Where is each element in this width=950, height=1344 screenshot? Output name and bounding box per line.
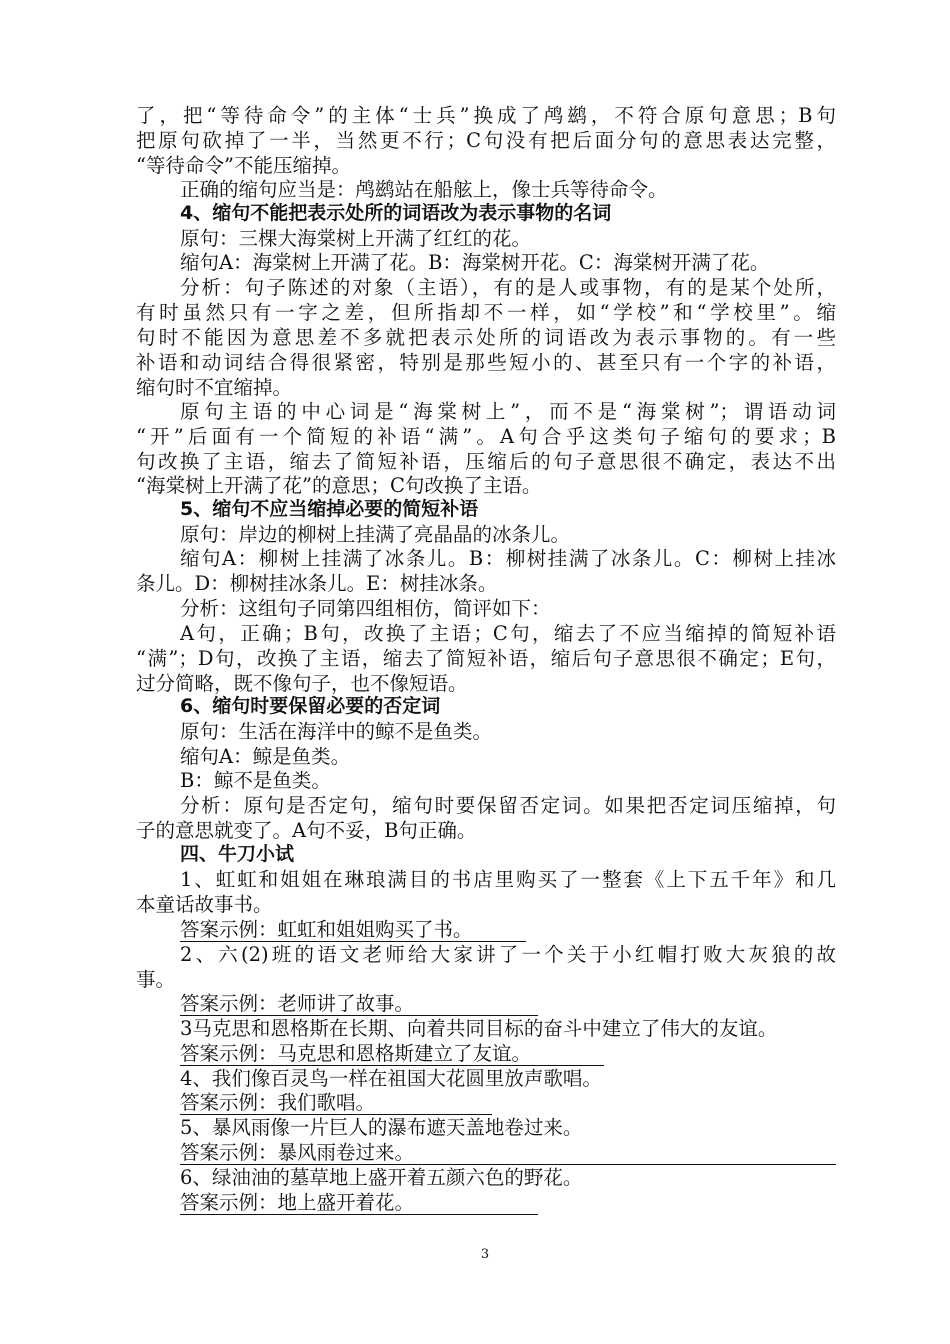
answer-example xyxy=(180,1090,836,1115)
answer-underline: 答案示例：虹虹和姐姐购买了书。 xyxy=(180,917,526,942)
exercise-question: 5、暴风雨像一片巨人的瀑布遮天盖地卷过来。 xyxy=(180,1116,583,1139)
section-heading: 5、缩句不应当缩掉必要的简短补语 xyxy=(180,498,479,520)
exercise-question: 1、虹虹和姐姐在琳琅满目的书店里购买了一整套《上下五千年》和几 xyxy=(180,868,836,891)
answer-underline: 答案示例：地上盛开着花。 xyxy=(180,1190,538,1215)
exercise-question: 6、绿油油的墓草地上盛开着五颜六色的野花。 xyxy=(180,1166,583,1189)
page-number: 3 xyxy=(480,1247,490,1262)
text-line: 补语和动词结合得很紧密，特别是那些短小的、甚至只有一个字的补语， xyxy=(136,351,836,374)
text-line: 条儿。D：柳树挂冰条儿。E：树挂冰条。 xyxy=(136,572,498,595)
text-line: “满”；D句，改换了主语，缩去了简短补语，缩后句子意思很不确定；E句， xyxy=(136,647,836,670)
section-heading: 四、牛刀小试 xyxy=(180,843,295,865)
text-line: 原句：生活在海洋中的鲸不是鱼类。 xyxy=(180,720,493,743)
text-line: 原句：岸边的柳树上挂满了亮晶晶的冰条儿。 xyxy=(180,523,571,546)
text-line: 分析：原句是否定句，缩句时要保留否定词。如果把否定词压缩掉，句 xyxy=(180,794,836,817)
text-line: “等待命令”不能压缩掉。 xyxy=(136,154,351,177)
answer-underline: 答案示例：马克思和恩格斯建立了友谊。 xyxy=(180,1041,604,1066)
exercise-question: 4、我们像百灵鸟一样在祖国大花圆里放声歌唱。 xyxy=(180,1067,602,1090)
text-line: 分析：这组句子同第四组相仿，简评如下： xyxy=(180,597,551,620)
text-line: “海棠树上开满了花”的意思；C句改换了主语。 xyxy=(136,474,542,497)
exercise-question: 3马克思和恩格斯在长期、向着共同目标的奋斗中建立了伟大的友谊。 xyxy=(180,1017,778,1040)
text-line: 缩句A：柳树上挂满了冰条儿。B：柳树挂满了冰条儿。C：柳树上挂冰 xyxy=(180,547,836,570)
text-line: B：鲸不是鱼类。 xyxy=(180,769,331,792)
section-heading: 4、缩句不能把表示处所的词语改为表示事物的名词 xyxy=(180,202,612,224)
exercise-question: 本童话故事书。 xyxy=(136,893,273,916)
text-line: 了，把“等待命令”的主体“士兵”换成了鸬鹚，不符合原句意思；B句 xyxy=(136,104,836,127)
answer-example xyxy=(180,917,836,942)
text-line: 子的意思就变了。A句不妥，B句正确。 xyxy=(136,819,477,842)
text-line: 句改换了主语，缩去了简短补语，压缩后的句子意思很不确定，表达不出 xyxy=(136,450,836,473)
text-line: 分析：句子陈述的对象（主语），有的是人或事物，有的是某个处所， xyxy=(180,276,836,299)
text-line: 原句主语的中心词是“海棠树上”，而不是“海棠树”；谓语动词 xyxy=(180,400,836,423)
text-line: 原句：三棵大海棠树上开满了红红的花。 xyxy=(180,227,532,250)
text-line: 过分简略，既不像句子，也不像短语。 xyxy=(136,672,468,695)
text-line: 正确的缩句应当是：鸬鹚站在船舷上，像士兵等待命令。 xyxy=(180,178,668,201)
text-line: “开”后面有一个简短的补语“满”。A句合乎这类句子缩句的要求；B xyxy=(136,425,836,448)
text-line: 有时虽然只有一字之差，但所指却不一样，如“学校”和“学校里”。缩 xyxy=(136,301,836,324)
text-line: 缩句A：海棠树上开满了花。B：海棠树开花。C：海棠树开满了花。 xyxy=(180,251,770,274)
answer-example xyxy=(180,991,836,1016)
text-line: 缩句时不宜缩掉。 xyxy=(136,376,293,399)
answer-underline: 答案示例：暴风雨卷过来。 xyxy=(180,1140,836,1165)
text-line: 缩句A：鲸是鱼类。 xyxy=(180,745,351,768)
answer-underline: 答案示例：我们歌唱。 xyxy=(180,1090,492,1115)
answer-underline: 答案示例：老师讲了故事。 xyxy=(180,991,538,1016)
text-line: 句时不能因为意思差不多就把表示处所的词语改为表示事物的。有一些 xyxy=(136,326,836,349)
answer-example xyxy=(180,1041,836,1066)
text-line: A句，正确；B句，改换了主语；C句，缩去了不应当缩掉的简短补语 xyxy=(180,622,836,645)
answer-example xyxy=(180,1190,836,1215)
section-heading: 6、缩句时要保留必要的否定词 xyxy=(180,695,441,717)
answer-example xyxy=(180,1140,836,1165)
text-line: 把原句砍掉了一半，当然更不行；C句没有把后面分句的意思表达完整， xyxy=(136,129,836,152)
exercise-question: 2、六(2)班的语文老师给大家讲了一个关于小红帽打败大灰狼的故 xyxy=(180,943,836,966)
exercise-question: 事。 xyxy=(136,968,176,991)
